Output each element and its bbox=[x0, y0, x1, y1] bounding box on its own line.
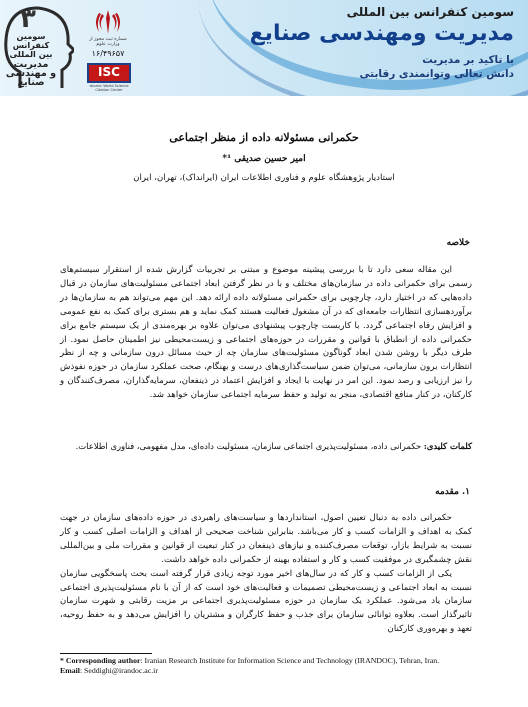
text-line: حفظ سرمایه اجتماعی سازمان خواهد شد. bbox=[149, 390, 301, 401]
keywords-text: حکمرانی داده، مسئولیت‌پذیری اجتماعی سازمان، مسئولیت داده‌ای، مدل مفهومی، فناوری اطلاعات. bbox=[75, 441, 424, 451]
text-line: به اهداف و الزامات کسب و کار می‌باشد. بنابراین شناخت صحیحی از اهداف و الزامات اصلی کسب و کار نسبت به شرایط bbox=[60, 526, 473, 551]
logo-line: کنفرانس bbox=[12, 40, 50, 51]
introduction-body bbox=[60, 512, 472, 637]
text-line: بازار، توقعات مصرف‌کننده و نیازهای ذینفعان در کنار تبعیت از قوانین و مقررات ملی و بین‌المللی نقش چشمگیری در bbox=[60, 540, 472, 565]
footnote-separator bbox=[60, 653, 152, 654]
emblem-caption: شماره ثبت مجوز از وزارت علوم bbox=[89, 37, 127, 47]
paper-author: امیر حسین صدیقی ¹* bbox=[222, 154, 306, 164]
abstract-paragraph bbox=[60, 264, 472, 403]
logo-caption bbox=[4, 32, 58, 87]
footnote-corr-label: * Corresponding author bbox=[60, 656, 141, 665]
conference-theme-line2: دانش تعالی وتوانمندی رقابتی bbox=[359, 68, 514, 80]
footnote-email-text: : Seddighi@irandoc.ac.ir bbox=[79, 666, 158, 675]
footnote-corresponding bbox=[60, 656, 472, 666]
text-line: گردد. با کاربست چارچوب پیشنهادی می‌توان علاوه بر بهره‌مندی از یک سیستم جامع برای حکمرانی داده از انطباق با bbox=[60, 320, 472, 345]
footnote bbox=[60, 656, 472, 676]
keywords-label: کلمات کلیدی: bbox=[423, 441, 472, 451]
logo-line: مدیریت bbox=[13, 58, 49, 70]
logo-line: بین المللی bbox=[9, 49, 53, 60]
iran-emblem-icon bbox=[94, 8, 122, 36]
conference-subtitle: سومین کنفرانس بین المللی bbox=[346, 5, 514, 19]
registration-number: ۱۶/۴۹۶۵۷ bbox=[91, 49, 125, 58]
isc-logo bbox=[87, 63, 131, 83]
logo-number: ۳ bbox=[20, 4, 36, 34]
abstract-body bbox=[60, 264, 472, 403]
text-line: حکمرانی داده به دنبال تعیین اصول، استانداردها و سیاست‌های راهبردی در حوزه داده‌های سازمان در جهت کمک bbox=[60, 513, 472, 537]
author-affiliation: استادیار پژوهشگاه علوم و فناوری اطلاعات ایران (ایرانداک)، تهران، ایران bbox=[133, 173, 395, 183]
text-line: می‌شود. عملکرد یک سازمان در حوزه مسئولیت‌پذیری اجتماعی بر مزیت رقابتی و شهرت سازمان تاثیرگذار است. بعلاوه bbox=[60, 596, 472, 621]
intro-paragraph-1 bbox=[60, 512, 472, 568]
text-line: اختیار دارد، چارچوبی برای حکمرانی مسئولانه داده ارائه دهد. این مهم می‌تواند هم به سازمان‌ها در برآوردهسازی انتظارات bbox=[60, 292, 473, 317]
text-line: حکمرانی داده در سازمان‌های مختلف و با در نظر گرفتن ابعاد اجتماعی مسئولیت‌های سازمان در قبال داده‌هایی که در bbox=[60, 278, 473, 303]
text-line: به ابعاد اجتماعی و زیست‌محیطی تصمیمات و فعالیت‌های خود است که از آن با نام مسئولیت‌پذیری اجتماعی سازمان یاد bbox=[60, 582, 472, 607]
footnote-corr-text: : Iranian Research Institute for Information Science and Technology (IRANDOC), Tehran, Iran. bbox=[140, 656, 440, 665]
logo-line: و مهندسی bbox=[5, 67, 57, 79]
conference-title-block bbox=[250, 5, 514, 82]
text-line: قوانین و مقررات در حوزه‌های اجتماعی و زیست‌محیطی نیز اطمینان حاصل نمود. از طرف دیگر با روشن شدن ابعاد bbox=[60, 334, 473, 359]
text-line: موفقیت کسب و کار و استفاده بهینه از حکمرانی داده خواهد داشت. bbox=[161, 554, 402, 565]
text-line: ایجاد و افزایش اعتماد در ذینفعان، سرمایه‌گذاران، مصرف‌کنندگان و کارکنان، در کنار منافع اقتصادی، منجر به تولید و bbox=[60, 376, 472, 401]
paper-title: حکمرانی مسئولانه داده از منظر اجتماعی bbox=[169, 131, 359, 144]
abstract-heading: خلاصه bbox=[446, 238, 470, 248]
text-line: گوناگون مسئولیت‌های سازمان چه از حیث مسائل درون سازمانی و چه از نظر انتظارات برون سازمانی، می‌توان ضمن bbox=[60, 348, 473, 373]
section-heading-introduction: ۱. مقدمه bbox=[435, 487, 470, 497]
logo-line: صنایع bbox=[17, 77, 45, 89]
footnote-email bbox=[60, 666, 472, 676]
isc-caption: Islamic World Science Citation Center bbox=[89, 84, 129, 92]
keywords bbox=[60, 440, 472, 452]
conference-theme-line1: با تاکید بر مدیریت bbox=[422, 54, 514, 66]
footnote-email-label: Email bbox=[60, 666, 80, 675]
text-line: این مقاله سعی دارد تا با بررسی پیشینه موضوع و مبتنی بر تجربیات گزارش شده از استقرار سیستم‌های رسمی برای bbox=[60, 265, 473, 289]
conference-banner bbox=[0, 0, 528, 96]
isc-label: ISC bbox=[98, 65, 120, 79]
logo-line: سومین bbox=[16, 31, 46, 41]
text-line: توانائی سازمان برای جذب و حفظ کارگران و مشتریان را افزایش می‌دهد و به حفظ روحیه، تعهد و بهره‌وری کارکنان bbox=[60, 610, 472, 635]
text-line: جامعه‌ای که در آن مشغول فعالیت هستند کمک نماید و هم بستری برای کمک به نفع عمومی و افزایش رفاه اجتماعی bbox=[60, 306, 473, 331]
conference-title: مدیریت ومهندسی صنایع bbox=[249, 21, 514, 46]
intro-paragraph-2 bbox=[60, 568, 472, 638]
text-line: سیاست‌گذاری‌های درست و بهنگام، صحت عملکرد سازمان در حوزه نفوذش را نیز ارزیابی و رصد نمود. این امر در نهایت با bbox=[60, 362, 473, 387]
text-line: یکی از الزامات کسب و کار که در سال‌های اخیر مورد توجه زیادی قرار گرفته است بحث پاسخگویی سازمان نسبت bbox=[60, 568, 473, 593]
